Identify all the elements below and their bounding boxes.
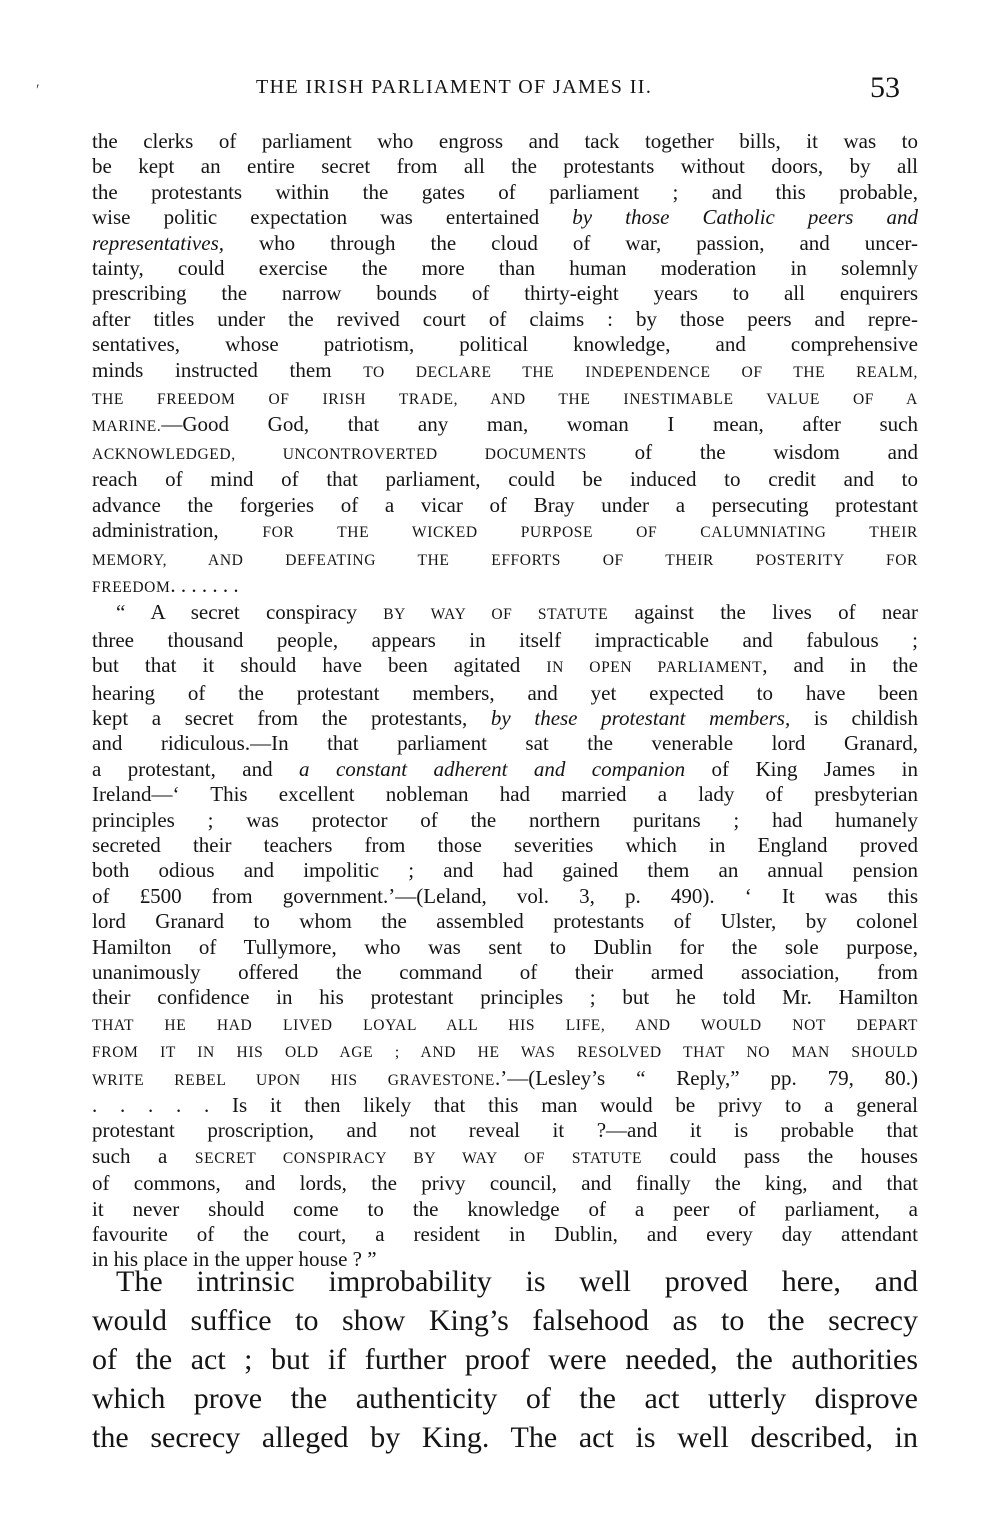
text-run: unanimously offered the command of their armed association, from: [92, 960, 918, 984]
small-caps-text: WRITE REBEL UPON HIS GRAVESTONE: [92, 1071, 495, 1089]
small-caps-text: TO DECLARE THE INDEPENDENCE OF THE REALM,: [363, 363, 918, 381]
text-line: [92, 731, 918, 756]
text-line: [92, 1197, 918, 1222]
text-run: of £500 from government.’—(Leland, vol. 3, p. 490). ‘ It was this: [92, 883, 918, 908]
text-line: [92, 1118, 918, 1143]
text-line: [92, 909, 918, 934]
text-run: tainty, could exercise the more than human moderation in solemnly: [92, 256, 918, 281]
text-run: be kept an entire secret from all the protestants without doors, by all: [92, 154, 918, 179]
text-run: of commons, and lords, the privy council, and finally the king, and that: [92, 1171, 918, 1196]
text-run: is childish: [790, 705, 918, 730]
text-line: [92, 706, 918, 731]
text-run: three thousand people, appears in itself impracticable and fabulous ;: [92, 627, 918, 652]
italic-text: representatives,: [92, 230, 224, 255]
text-line: [92, 1093, 918, 1118]
text-line: [92, 154, 918, 179]
text-line: [92, 440, 918, 467]
text-run: secreted their teachers from those severities which in England proved: [92, 832, 918, 857]
text-run: hearing of the protestant members, and yet expected to have been: [92, 680, 918, 705]
text-line: [92, 833, 918, 858]
text-line: [92, 653, 918, 680]
running-title: THE IRISH PARLIAMENT OF JAMES II.: [256, 76, 653, 98]
text-run: which prove the authenticity of the act utterly disprove: [92, 1382, 918, 1415]
text-line: [92, 628, 918, 653]
text-run: “ A secret conspiracy: [116, 600, 384, 625]
text-line: [92, 1011, 918, 1038]
text-run: such a: [92, 1143, 195, 1168]
small-caps-text: BY WAY OF STATUTE: [383, 606, 609, 624]
text-run: . . . . . Is it then likely that this man would be privy to a general: [92, 1093, 918, 1118]
text-run: minds instructed them: [92, 357, 364, 382]
small-caps-text: SECRET CONSPIRACY BY WAY OF STATUTE: [194, 1149, 643, 1167]
text-run: it never should come to the knowledge of a peer of parliament, a: [92, 1196, 918, 1221]
text-line: [92, 467, 918, 492]
text-run: of the wisdom and: [586, 439, 918, 464]
text-line: [92, 546, 918, 573]
text-run: of the act ; but if further proof were needed, the authorities: [92, 1343, 918, 1376]
text-line: [92, 307, 918, 332]
text-run: , and in the: [762, 653, 918, 678]
margin-mark: ′: [36, 82, 40, 99]
small-caps-text: THAT HE HAD LIVED LOYAL ALL HIS LIFE, AND WOULD NOT DEPART: [92, 1016, 918, 1034]
text-line: [92, 1038, 918, 1065]
text-run: both odious and impolitic ; and had gained them an annual pension: [92, 858, 918, 883]
text-line: [92, 1379, 918, 1418]
text-line: [92, 985, 918, 1010]
text-run: —Good God, that any man, woman I mean, after such: [161, 412, 918, 437]
text-run: the secrecy alleged by King. The act is well described, in: [92, 1421, 918, 1454]
italic-text: by those Catholic peers and: [572, 205, 918, 230]
text-run: and ridiculous.—In that parliament sat the venerable lord Granard,: [92, 731, 918, 756]
text-line: [92, 757, 918, 782]
text-line: [92, 884, 918, 909]
text-line: [92, 858, 918, 883]
text-line: [92, 1418, 918, 1457]
text-line: [92, 1144, 918, 1171]
text-line: [92, 256, 918, 281]
small-caps-text: THE FREEDOM OF IRISH TRADE, AND THE INESTIMABLE VALUE OF A: [92, 391, 918, 409]
text-line: [92, 681, 918, 706]
small-caps-text: FROM IT IN HIS OLD AGE ; AND HE WAS RESOLVED THAT NO MAN SHOULD: [92, 1044, 918, 1062]
text-line: [92, 385, 918, 412]
text-run: the clerks of parliament who engross and tack together bills, it was to: [92, 129, 918, 153]
text-line: [92, 518, 918, 545]
text-line: [92, 412, 918, 439]
text-run: of King James in: [685, 756, 918, 781]
text-line: [92, 493, 918, 518]
text-run: reach of mind of that parliament, could be induced to credit and to: [92, 467, 918, 492]
text-line: [92, 600, 918, 627]
small-caps-text: MEMORY, AND DEFEATING THE EFFORTS OF THEIR POSTERITY FOR: [92, 551, 918, 569]
text-line: [92, 573, 918, 600]
text-run: lord Granard to whom the assembled protestants of Ulster, by colonel: [92, 909, 918, 934]
text-run: a protestant, and: [92, 756, 300, 781]
text-line: [92, 1171, 918, 1196]
text-run: The intrinsic improbability is well proved here, and: [116, 1265, 918, 1298]
text-run: could pass the houses: [642, 1143, 918, 1168]
text-line: [92, 960, 918, 985]
text-line: [92, 205, 918, 230]
text-line: [92, 1301, 918, 1340]
text-line: [92, 808, 918, 833]
quoted-extract: [92, 129, 918, 1273]
small-caps-text: ACKNOWLEDGED, UNCONTROVERTED DOCUMENTS: [92, 445, 587, 463]
text-run: the protestants within the gates of parliament ; and this probable,: [92, 179, 918, 204]
text-line: [92, 231, 918, 256]
text-line: [92, 1262, 918, 1301]
text-run: Hamilton of Tullymore, who was sent to Dublin for the sole purpose,: [92, 934, 918, 959]
text-line: [92, 1222, 918, 1247]
text-line: [92, 935, 918, 960]
text-run: but that it should have been agitated: [92, 653, 547, 678]
text-line: [92, 129, 918, 154]
text-line: [92, 358, 918, 385]
text-run: principles ; was protector of the northern puritans ; had humanely: [92, 807, 918, 832]
text-run: administration,: [92, 518, 263, 543]
small-caps-text: IN OPEN PARLIAMENT: [546, 659, 763, 677]
text-line: [92, 1066, 918, 1093]
text-run: protestant proscription, and not reveal it ?—and it is probable that: [92, 1118, 918, 1143]
text-run: who through the cloud of war, passion, and uncer-: [224, 230, 918, 255]
italic-text: a constant adherent and companion: [299, 756, 686, 781]
text-run: after titles under the revived court of claims : by those peers and repre-: [92, 306, 918, 331]
text-run: in his place in the upper house ? ”: [92, 1247, 377, 1272]
small-caps-text: MARINE.: [92, 418, 162, 436]
text-run: advance the forgeries of a vicar of Bray under a persecuting protestant: [92, 492, 918, 517]
text-run: would suffice to show King’s falsehood as to the secrecy: [92, 1304, 918, 1337]
text-run: sentatives, whose patriotism, political knowledge, and comprehensive: [92, 332, 918, 357]
text-run: against the lives of near: [608, 600, 918, 625]
small-caps-text: FOR THE WICKED PURPOSE OF CALUMNIATING THEIR: [262, 524, 918, 542]
text-line: [92, 332, 918, 357]
text-line: [92, 782, 918, 807]
text-line: [92, 1340, 918, 1379]
text-run: prescribing the narrow bounds of thirty-eight years to all enquirers: [92, 281, 918, 306]
text-line: [92, 180, 918, 205]
text-run: wise politic expectation was entertained: [92, 205, 573, 230]
text-run: kept a secret from the protestants,: [92, 705, 491, 730]
body-paragraph: [92, 1262, 918, 1457]
text-line: [92, 281, 918, 306]
text-run: . . . . . . .: [170, 572, 239, 597]
text-run: their confidence in his protestant principles ; but he told Mr. Hamilton: [92, 985, 918, 1010]
text-run: favourite of the court, a resident in Dublin, and every day attendant: [92, 1222, 918, 1247]
italic-text: by these protestant members,: [490, 705, 791, 730]
page-number: 53: [870, 71, 900, 104]
text-run: Ireland—‘ This excellent nobleman had married a lady of presbyterian: [92, 782, 918, 807]
text-run: .’—(Lesley’s “ Reply,” pp. 79, 80.): [494, 1065, 918, 1090]
small-caps-text: FREEDOM: [92, 578, 171, 596]
